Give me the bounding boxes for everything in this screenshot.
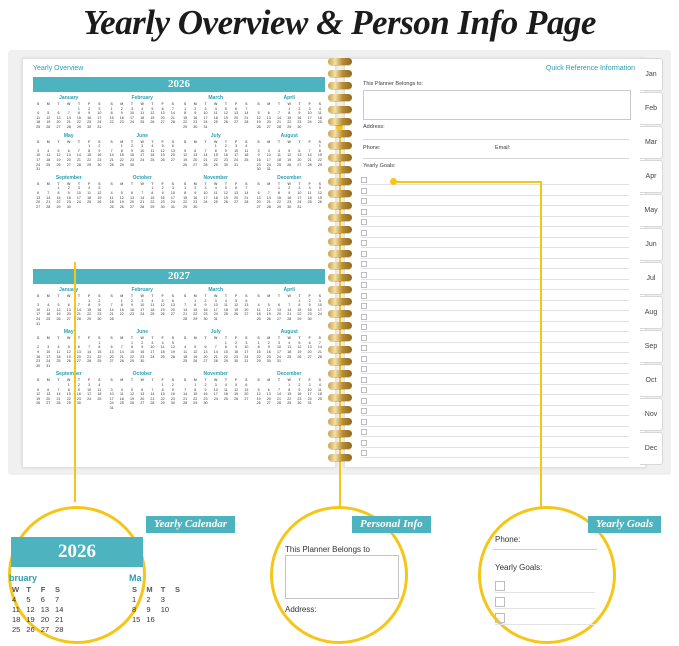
goal-row[interactable] <box>361 207 629 217</box>
mini-month: June S M T W T F S 1 2 3 4 5 6 7 8 9 10 11 12 13 14 15 16 17 18 19 20 21 22 23 24 25 26 27 28 29 30 <box>107 329 179 368</box>
spiral-coil <box>328 394 352 401</box>
callout1-grid-left <box>9 585 66 635</box>
mini-month: April S M T W T F S 1 2 3 4 5 6 7 8 9 10 11 12 13 14 15 16 17 18 19 20 21 22 23 24 25 26 27 28 29 30 <box>254 95 326 130</box>
goal-row[interactable] <box>361 186 629 196</box>
spiral-coil <box>328 274 352 281</box>
goal-row[interactable] <box>361 438 629 448</box>
month-tab-jan[interactable]: Jan <box>640 58 663 91</box>
month-tab-oct[interactable]: Oct <box>640 364 663 397</box>
goal-row[interactable] <box>361 343 629 353</box>
callout1-month-left: bruary <box>9 573 38 583</box>
callout3-goal-row[interactable] <box>495 579 595 593</box>
spiral-coil <box>328 190 352 197</box>
email-label: Email: <box>495 145 511 151</box>
months-grid <box>33 287 325 410</box>
leader-line-goals-h <box>393 181 540 183</box>
spiral-coil <box>328 442 352 449</box>
leader-line-calendar <box>74 262 76 502</box>
mini-month: February S M T W T F S 1 2 3 4 5 6 7 8 9 10 11 12 13 14 15 16 17 18 19 20 21 22 23 24 25 26 27 28 <box>107 287 179 326</box>
month-tab-dec[interactable]: Dec <box>640 432 663 465</box>
mini-month-name: December <box>277 371 302 378</box>
mini-month-name: July <box>210 132 221 139</box>
goal-row[interactable] <box>361 301 629 311</box>
callout1-month-right-table: S M T S 1 2 3 8 9 10 15 16 <box>132 585 181 624</box>
mini-month: February S M T W T F S 1 2 3 4 5 6 7 8 9 10 11 12 13 14 15 16 17 18 19 20 21 22 23 24 25 26 27 28 <box>107 95 179 130</box>
spiral-coil <box>328 58 352 65</box>
mini-month-name: September <box>55 174 82 181</box>
spiral-coil <box>328 94 352 101</box>
belongs-to-label: This Planner Belongs to: <box>363 81 423 87</box>
mini-month-name: March <box>208 287 224 293</box>
year-band: 2027 <box>33 269 325 284</box>
spiral-coil <box>328 334 352 341</box>
address-label: Address: <box>363 124 385 130</box>
callout2-belongs-label: This Planner Belongs to <box>285 545 370 554</box>
callout3-phone-line[interactable] <box>493 549 597 550</box>
callout2-address-label: Address: <box>285 605 317 614</box>
mini-month-name: May <box>63 329 74 336</box>
mini-month: July S M T W T F S 1 2 3 4 5 6 7 8 9 10 11 12 13 14 15 16 17 18 19 20 21 22 23 24 25 26 27 28 29 30 31 <box>180 133 252 172</box>
address-line[interactable] <box>363 139 629 140</box>
spiral-coil <box>328 286 352 293</box>
spiral-coil <box>328 82 352 89</box>
spiral-coil <box>328 370 352 377</box>
leader-dot-goals <box>390 178 397 185</box>
spiral-coil <box>328 70 352 77</box>
spiral-coil <box>328 418 352 425</box>
callout3-goal-row[interactable] <box>495 611 595 625</box>
goal-row[interactable] <box>361 375 629 385</box>
mini-month-name: November <box>203 174 228 181</box>
spiral-coil <box>328 298 352 305</box>
belongs-to-field[interactable] <box>363 90 631 120</box>
callout3-phone-label: Phone: <box>495 535 521 544</box>
spiral-coil <box>328 226 352 233</box>
mini-month: December S M T W T F S 1 2 3 4 5 6 7 8 9 10 11 12 13 14 15 16 17 18 19 20 21 22 23 24 25 26 27 28 29 30 31 <box>254 371 326 410</box>
mini-month: October S M T W T F S 1 2 3 4 5 6 7 8 9 10 11 12 13 14 15 16 17 18 19 20 21 22 23 24 25 26 27 28 29 30 31 <box>107 175 179 210</box>
mini-month: May S M T W T F S 1 2 3 4 5 6 7 8 9 10 11 12 13 14 15 16 17 18 19 20 21 22 23 24 25 26 27 28 29 30 31 <box>33 133 105 172</box>
callout3-goal-row[interactable] <box>495 595 595 609</box>
spiral-coil <box>328 142 352 149</box>
spiral-coil <box>328 454 352 461</box>
goal-row[interactable] <box>361 238 629 248</box>
goal-row[interactable] <box>361 249 629 259</box>
mini-month: August S M T W T F S 1 2 3 4 5 6 7 8 9 10 11 12 13 14 15 16 17 18 19 20 21 22 23 24 25 26 27 28 29 30 31 <box>254 329 326 368</box>
spiral-coil <box>328 358 352 365</box>
mini-month-name: April <box>283 287 295 293</box>
month-tab-strip <box>640 58 662 466</box>
months-grid <box>33 95 325 209</box>
mini-month-name: December <box>277 174 302 181</box>
month-tab-mar[interactable]: Mar <box>640 126 663 159</box>
callout1-caption: Yearly Calendar <box>146 516 235 533</box>
mini-month: January S M T W T F S 1 2 3 4 5 6 7 8 9 10 11 12 13 14 15 16 17 18 19 20 21 22 23 24 25 26 27 28 29 30 31 <box>33 287 105 326</box>
callout2-belongs-field[interactable] <box>285 555 399 599</box>
page-title: Yearly Overview & Person Info Page <box>83 3 596 42</box>
spiral-coil <box>328 202 352 209</box>
spiral-coil <box>328 382 352 389</box>
spiral-coil <box>328 346 352 353</box>
mini-month-name: January <box>59 287 79 293</box>
mini-month-name: February <box>131 287 153 293</box>
mini-month: May S M T W T F S 1 2 3 4 5 6 7 8 9 10 11 12 13 14 15 16 17 18 19 20 21 22 23 24 25 26 27 28 29 30 31 <box>33 329 105 368</box>
month-tab-nov[interactable]: Nov <box>640 398 663 431</box>
spiral-coil <box>328 310 352 317</box>
mini-month-name: June <box>136 329 149 336</box>
callout1-month-left-table: W T F S 4 5 6 7 11 12 13 14 18 19 20 21 25 26 27 28 <box>12 585 64 634</box>
spiral-coil <box>328 118 352 125</box>
spiral-coil <box>328 178 352 185</box>
callout1-grid-right <box>129 585 183 625</box>
goal-row[interactable] <box>361 312 629 322</box>
goal-row[interactable] <box>361 228 629 238</box>
mini-month: March S M T W T F S 1 2 3 4 5 6 7 8 9 10 11 12 13 14 15 16 17 18 19 20 21 22 23 24 25 26 27 28 29 30 31 <box>180 287 252 326</box>
mini-month: October S M T W T F S 1 2 3 4 5 6 7 8 9 10 11 12 13 14 15 16 17 18 19 20 21 22 23 24 25 26 27 28 29 30 31 <box>107 371 179 410</box>
callout3-caption: Yearly Goals <box>588 516 661 533</box>
month-tab-apr[interactable]: Apr <box>640 160 663 193</box>
spiral-binding <box>328 58 352 466</box>
mini-month: November S M T W T F S 1 2 3 4 5 6 7 8 9 10 11 12 13 14 15 16 17 18 19 20 21 22 23 24 25 26 27 28 29 30 <box>180 371 252 410</box>
leader-line-goals-v <box>540 181 542 509</box>
spiral-coil <box>328 130 352 137</box>
mini-month-name: August <box>280 132 298 139</box>
spiral-coil <box>328 430 352 437</box>
mini-month-name: November <box>203 371 228 378</box>
mini-month: December S M T W T F S 1 2 3 4 5 6 7 8 9 10 11 12 13 14 15 16 17 18 19 20 21 22 23 24 25 26 27 28 29 30 31 <box>254 175 326 210</box>
left-page-header: Yearly Overview <box>33 65 84 72</box>
mini-month-name: January <box>59 95 79 101</box>
goal-row[interactable] <box>361 354 629 364</box>
planner-left-page <box>22 58 336 468</box>
phone-label: Phone: <box>363 145 381 151</box>
callout3-goals-label: Yearly Goals: <box>495 563 543 572</box>
mini-month-name: June <box>136 132 149 139</box>
mini-month: March S M T W T F S 1 2 3 4 5 6 7 8 9 10 11 12 13 14 15 16 17 18 19 20 21 22 23 24 25 26 27 28 29 30 31 <box>180 95 252 130</box>
callout-yearly-calendar <box>8 506 181 644</box>
callout1-month-right: Ma <box>129 573 142 583</box>
spiral-coil <box>328 322 352 329</box>
mini-month: July S M T W T F S 1 2 3 4 5 6 7 8 9 10 11 12 13 14 15 16 17 18 19 20 21 22 23 24 25 26 27 28 29 30 31 <box>180 329 252 368</box>
right-page-header: Quick Reference Information <box>545 65 635 72</box>
mini-month: August S M T W T F S 1 2 3 4 5 6 7 8 9 10 11 12 13 14 15 16 17 18 19 20 21 22 23 24 25 26 27 28 29 30 31 <box>254 133 326 172</box>
spiral-coil <box>328 166 352 173</box>
mini-month: April S M T W T F S 1 2 3 4 5 6 7 8 9 10 11 12 13 14 15 16 17 18 19 20 21 22 23 24 25 26 27 28 29 30 <box>254 287 326 326</box>
planner-right-page <box>344 58 646 468</box>
callout2-caption: Personal Info <box>352 516 431 533</box>
goal-row[interactable] <box>361 217 629 227</box>
goal-row[interactable] <box>361 259 629 269</box>
month-tab-may[interactable]: May <box>640 194 663 227</box>
spiral-coil <box>328 106 352 113</box>
phone-email-line[interactable] <box>363 158 629 159</box>
spiral-coil <box>328 238 352 245</box>
mini-month: September S M T W T F S 1 2 3 4 5 6 7 8 9 10 11 12 13 14 15 16 17 18 19 20 21 22 23 24 25 26 27 28 29 30 <box>33 371 105 410</box>
mini-month-name: February <box>131 95 153 101</box>
goal-row[interactable] <box>361 364 629 374</box>
goal-row[interactable] <box>361 291 629 301</box>
goal-row[interactable] <box>361 406 629 416</box>
goal-row[interactable] <box>361 417 629 427</box>
mini-month: November S M T W T F S 1 2 3 4 5 6 7 8 9 10 11 12 13 14 15 16 17 18 19 20 21 22 23 24 25 26 27 28 29 30 <box>180 175 252 210</box>
year-band: 2026 <box>33 77 325 92</box>
mini-month-name: April <box>283 95 295 101</box>
mini-month-name: October <box>132 371 152 378</box>
mini-month-name: October <box>132 174 152 181</box>
callout1-year: 2026 <box>58 541 96 562</box>
mini-month-name: July <box>210 329 221 336</box>
spiral-coil <box>328 154 352 161</box>
mini-month-name: March <box>208 95 224 101</box>
goal-row[interactable] <box>361 196 629 206</box>
yearly-goals-label: Yearly Goals: <box>363 163 396 169</box>
month-tab-sep[interactable]: Sep <box>640 330 663 363</box>
month-tab-jun[interactable]: Jun <box>640 228 663 261</box>
month-tab-feb[interactable]: Feb <box>640 92 663 125</box>
spiral-coil <box>328 214 352 221</box>
month-tab-jul[interactable]: Jul <box>640 262 663 295</box>
spiral-coil <box>328 406 352 413</box>
mini-month: January S M T W T F S 1 2 3 4 5 6 7 8 9 10 11 12 13 14 15 16 17 18 19 20 21 22 23 24 25 26 27 28 29 30 31 <box>33 95 105 130</box>
planner-image <box>8 50 671 475</box>
mini-month: September S M T W T F S 1 2 3 4 5 6 7 8 9 10 11 12 13 14 15 16 17 18 19 20 21 22 23 24 25 26 27 28 29 30 <box>33 175 105 210</box>
mini-month-name: September <box>55 371 82 378</box>
goal-row[interactable] <box>361 385 629 395</box>
goal-row[interactable] <box>361 322 629 332</box>
goal-row[interactable] <box>361 270 629 280</box>
spiral-coil <box>328 262 352 269</box>
mini-month-name: August <box>280 329 298 336</box>
goal-row[interactable] <box>361 427 629 437</box>
month-tab-aug[interactable]: Aug <box>640 296 663 329</box>
mini-month-name: May <box>63 132 74 139</box>
goal-row[interactable] <box>361 396 629 406</box>
goal-row[interactable] <box>361 448 629 458</box>
mini-month: June S M T W T F S 1 2 3 4 5 6 7 8 9 10 11 12 13 14 15 16 17 18 19 20 21 22 23 24 25 26 27 28 29 30 <box>107 133 179 172</box>
goal-row[interactable] <box>361 333 629 343</box>
spiral-coil <box>328 250 352 257</box>
goal-row[interactable] <box>361 280 629 290</box>
